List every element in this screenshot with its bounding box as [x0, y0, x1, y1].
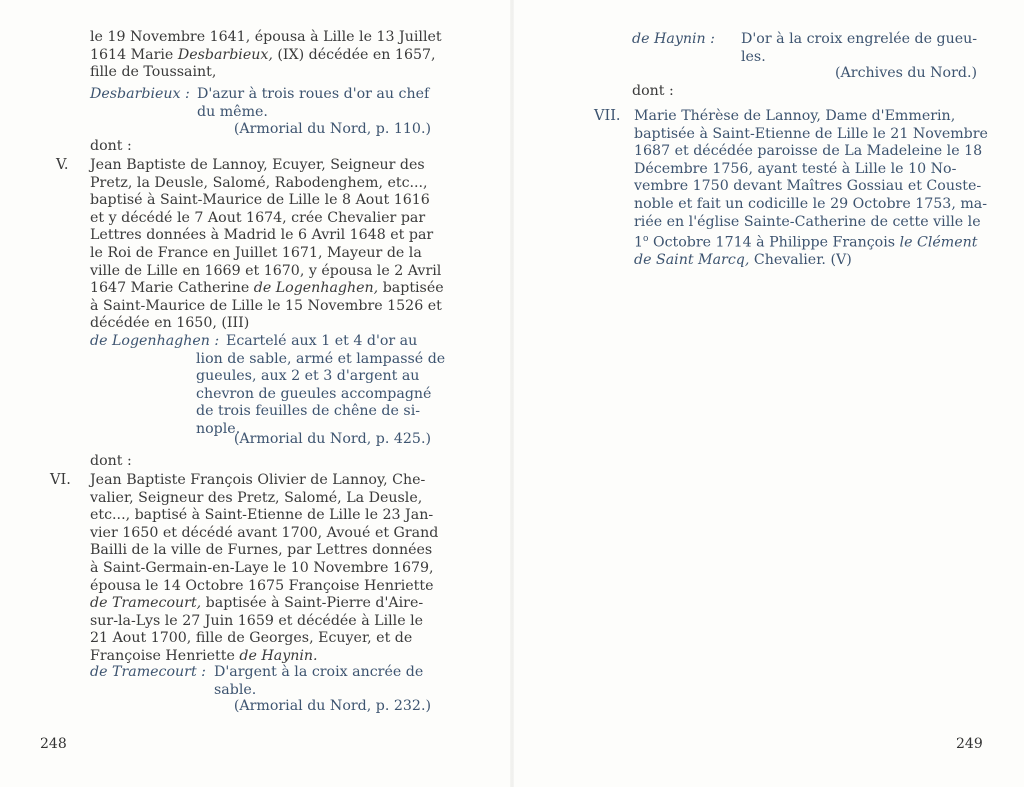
arms-blazon-haynin: D'or à la croix engrelée de gueu- les.: [741, 31, 978, 65]
arms-blazon-desbarbieux: D'azur à trois roues d'or au chef du même.: [197, 86, 430, 120]
entry-vi-text: Jean Baptiste François Olivier de Lannoy, Che- valier, Seigneur des Pretz, Salomé, La Deusle, etc..., baptisé à Saint-Etienne de Lille le 23 Jan- vier 1650 et décédé avant 1700, Avoué et Grand Bailli de la ville de Furnes, par Lettres données à Saint-Germain-en-Laye le 10 Novembre 1679, épousa le 14 Octobre 1675 Françoise Henriette de Tramecourt, baptisée à Saint-Pierre d'Aire- sur-la-Lys le 27 Juin 1659 et décédée à Lille le 21 Aout 1700, fille de Georges, Ecuyer, et de Françoise Henriette de Haynin.: [90, 472, 439, 664]
dont-label: dont :: [632, 83, 674, 99]
entry-numeral-vi: VI.: [50, 472, 71, 488]
dont-label: dont :: [90, 138, 132, 154]
page-number-right: 249: [956, 736, 983, 752]
right-page: [512, 0, 1024, 787]
arms-blazon-logenhaghen: Ecartelé aux 1 et 4 d'or au lion de sable, armé et lampassé de gueules, aux 2 et 3 d'argent au chevron de gueules accompagné de trois feuilles de chêne de si- nople.: [196, 333, 446, 437]
arms-name-logenhaghen: de Logenhaghen :: [90, 333, 220, 349]
arms-source-desbarbieux: (Armorial du Nord, p. 110.): [233, 121, 431, 137]
entry-numeral-vii: VII.: [594, 108, 621, 124]
arms-name-haynin: de Haynin :: [632, 31, 715, 47]
arms-name-desbarbieux: Desbarbieux :: [90, 86, 190, 102]
arms-source-logenhaghen: (Armorial du Nord, p. 425.): [233, 431, 431, 447]
intro-paragraph: le 19 Novembre 1641, épousa à Lille le 13 Juillet 1614 Marie Desbarbieux, (IX) décédée en 1657, fille de Toussaint,: [90, 29, 442, 81]
page-number-left: 248: [40, 736, 67, 752]
entry-vii-text: Marie Thérèse de Lannoy, Dame d'Emmerin, baptisée à Saint-Etienne de Lille le 21 Novembre 1687 et décédée paroisse de La Madeleine le 18 Décembre 1756, ayant testé à Lille le 10 No- vembre 1750 devant Maîtres Gossiau et Couste- noble et fait un codicille le 29 Octobre 1753, ma- riée en l'église Sainte-Catherine de cette ville le 1$^o$ Octobre 1714 à Philippe François le Clément de Saint Marcq, Chevalier. (V): [634, 108, 988, 269]
arms-name-tramecourt: de Tramecourt :: [90, 664, 206, 680]
arms-source-haynin: (Archives du Nord.): [835, 65, 977, 81]
entry-v-text: Jean Baptiste de Lannoy, Ecuyer, Seigneur des Pretz, la Deusle, Salomé, Rabodenghem, etc..., baptisé à Saint-Maurice de Lille le 8 Aout 1616 et y décédé le 7 Aout 1674, crée Chevalier par Lettres données à Madrid le 6 Avril 1648 et par le Roi de France en Juillet 1671, Mayeur de la ville de Lille en 1669 et 1670, y épousa le 2 Avril 1647 Marie Catherine de Logenhaghen, baptisée à Saint-Maurice de Lille le 15 Novembre 1526 et décédée en 1650, (III): [90, 157, 444, 332]
arms-blazon-tramecourt: D'argent à la croix ancrée de sable.: [214, 664, 424, 698]
entry-numeral-v: V.: [56, 157, 69, 173]
arms-source-tramecourt: (Armorial du Nord, p. 232.): [233, 698, 431, 714]
dont-label: dont :: [90, 453, 132, 469]
